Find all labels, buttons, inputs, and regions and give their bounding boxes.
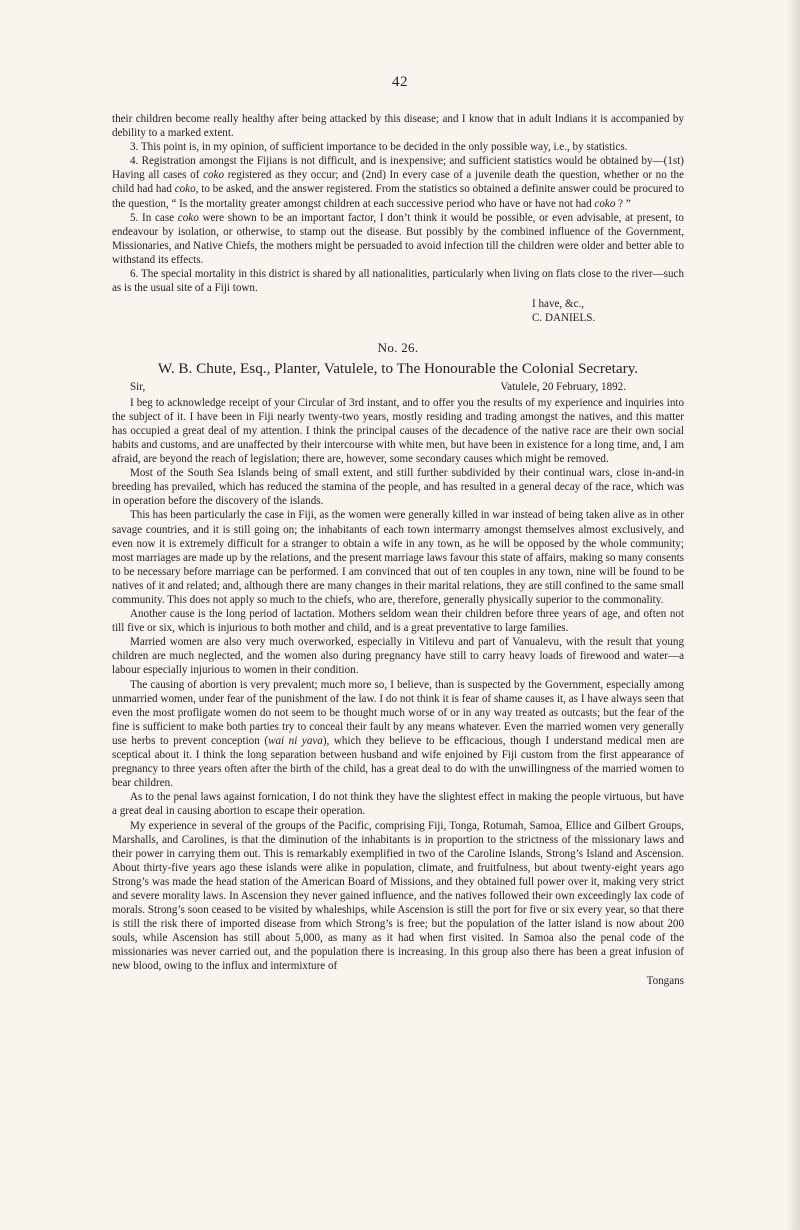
abortion-text-a: The causing of abortion is very prevalent; much more so, I believe, than is suspected by the Government, especially among unmarried women, under fear of the punishment of the law. I do not think it is fear of shame causes it, as I have always seen that even the most profligate women do not seem to be thought much worse of or in any way treated as outcasts; but the fear of the fine is sufficient to make both parties try to conceal their fault by any means whatever. Even the married women very generally use herbs to prevent conception ( — [112, 678, 684, 747]
page-edge-shadow — [786, 0, 800, 1230]
catchword: Tongans — [646, 974, 684, 987]
paragraph-4 — [112, 154, 684, 210]
letter-paragraph: Another cause is the long period of lactation. Mothers seldom wean their children before three years of age, and often not till five or six, which is injurious to both mother and child, and is a great preventative to large families. — [112, 608, 684, 635]
para-4-text-d: ? ” — [615, 197, 631, 210]
closing-line: I have, &c., — [532, 298, 585, 311]
letter-closing — [112, 297, 684, 325]
para-4-text-a: 4. Registration amongst the Fijians is not difficult, and is inexpensive; and sufficient statistics would be obtained by—(1st) Having all cases of — [112, 155, 684, 182]
para-4-text-b: registered as they occur; and (2nd) In every case of a juvenile death the question, whether or no the child had had — [112, 169, 684, 196]
letter-heading: W. B. Chute, Esq., Planter, Vatulele, to The Honourable the Colonial Secretary. — [157, 359, 639, 377]
signature: C. DANIELS. — [532, 312, 596, 325]
letter-paragraph: I beg to acknowledge receipt of your Circular of 3rd instant, and to offer you the results of my experience and inquiries into the subject of it. I have been in Fiji nearly twenty-two years, mostly residing and trading amongst the natives, and this matter has occupied a great deal of my attention. I think the principal causes of the decadence of the native race are their own social habits and customs, and are unaffected by their intercourse with white men, but have been in existence for a long time, and, I am afraid, are beyond the reach of legislation; there are, however, some secondary causes which might be removed. — [112, 396, 684, 466]
paragraph-5 — [112, 211, 684, 267]
coko-term: coko — [177, 211, 199, 224]
page-number: 42 — [392, 74, 408, 90]
letter-paragraph: This has been particularly the case in Fiji, as the women were generally killed in war instead of being taken alive as in other savage countries, and it is still going on; the inhabitants of each town intermarry amongst themselves almost exclusively, and even now it is extremely difficult for a stranger to obtain a wife in any town, as he will be opposed by the whole community; most marriages are made up by the relations, and the present marriage laws favour this state of affairs, making so many consents to be necessary before marriage can be performed. I am convinced that out of ten couples in any town, nine will be found to be natives of it and related; and, although there are many changes in their marital relations, they are still confined to the same small community. This does not apply so much to the chiefs, who are, therefore, generally physically superior to the commonality. — [112, 509, 684, 606]
letter-paragraph: Married women are also very much overworked, especially in Vitilevu and part of Vanualevu, with the result that young children are much neglected, and the women also during pregnancy have still to carry heavy loads of firewood and water—a labour especially injurious to women in their condition. — [112, 636, 684, 677]
coko-term: coko — [174, 183, 196, 196]
penal-laws-paragraph: As to the penal laws against fornication, I do not think they have the slightest effect in making the people virtuous, but have a great deal in causing abortion to escape their operation. — [112, 791, 684, 818]
salutation: Sir, — [130, 380, 146, 393]
coko-term: coko — [203, 169, 225, 182]
para-5-text-b: were shown to be an important factor, I don’t think it would be possible, or even advisable, at present, to endeavour by isolation, or otherwise, to stamp out the disease. But possibly by the combined influence of the Government, Missionaries, and Native Chiefs, the mothers might be persuaded to avoid infection till the children were older and better able to withstand its effects. — [112, 211, 684, 266]
paragraph-continuation: their children become really healthy after being attacked by this disease; and I know that in adult Indians it is accompanied by debility to a marked extent. — [112, 113, 684, 140]
fijian-term: wai ni yava — [268, 734, 323, 747]
salutation-row — [112, 380, 684, 394]
para-5-text-a: 5. In case — [130, 211, 178, 224]
letter-paragraph: Most of the South Sea Islands being of small extent, and still further subdivided by their continual wars, close in-and-in breeding has prevailed, which has reduced the stamina of the people, and has resulted in a general decay of the race, which was in operation before the discovery of the islands. — [112, 467, 684, 508]
paragraph-3: 3. This point is, in my opinion, of sufficient importance to be decided in the only possible way, i.e., by statistics. — [130, 141, 628, 154]
coko-term: coko — [594, 197, 616, 210]
abortion-paragraph — [112, 678, 684, 791]
paragraph-6: 6. The special mortality in this district is shared by all nationalities, particularly when living on flats close to the river—such as is the usual site of a Fiji town. — [112, 268, 684, 295]
letter-number: No. 26. — [377, 340, 419, 356]
para-4-text-c: , to be asked, and the answer registered. From the statistics so obtained a definite answer could be procured to the question, “ Is the mortality greater amongst children at each successive period who have or have not had — [112, 183, 684, 210]
abortion-text-b: ), which they believe to be efficacious, though I understand medical men are sceptical about it. I think the long separation between husband and wife enjoined by Fiji custom from the first appearance of pregnancy to three years often after the birth of the child, has a great deal to do with the unwillingness of the married women to bear children. — [112, 734, 684, 790]
page-body — [112, 112, 684, 988]
place-date: Vatulele, 20 February, 1892. — [500, 380, 626, 393]
experience-paragraph: My experience in several of the groups of the Pacific, comprising Fiji, Tonga, Rotumah, Samoa, Ellice and Gilbert Groups, Marshalls, and Carolines, is that the diminution of the inhabitants is in proportion to the strictness of the missionary laws and their power in carrying them out. This is remarkably exemplified in two of the Caroline Islands, Strong’s Island and Ascension. About thirty-five years ago these islands were alike in population, climate, and fruitfulness, but about twenty-eight years ago Strong’s was made the head station of the American Board of Missions, and they obtained full power over it, making very strict and severe morality laws. In Ascension they never gained influence, and the natives followed their own exceedingly lax code of morals. Strong’s soon ceased to be visited by whaleships, while Ascension is still the port for five or six every year, so that there is still the risk there of imported disease from which Strong’s is free; but the population of the latter island is now about 200 souls, while Ascension has still about 5,000, as many as it had when first visited. In Samoa also the penal code of the missionaries was never carried out, and the population there is increasing. In this group also there has been a great infusion of new blood, owing to the influx and intermixture of — [112, 819, 684, 973]
